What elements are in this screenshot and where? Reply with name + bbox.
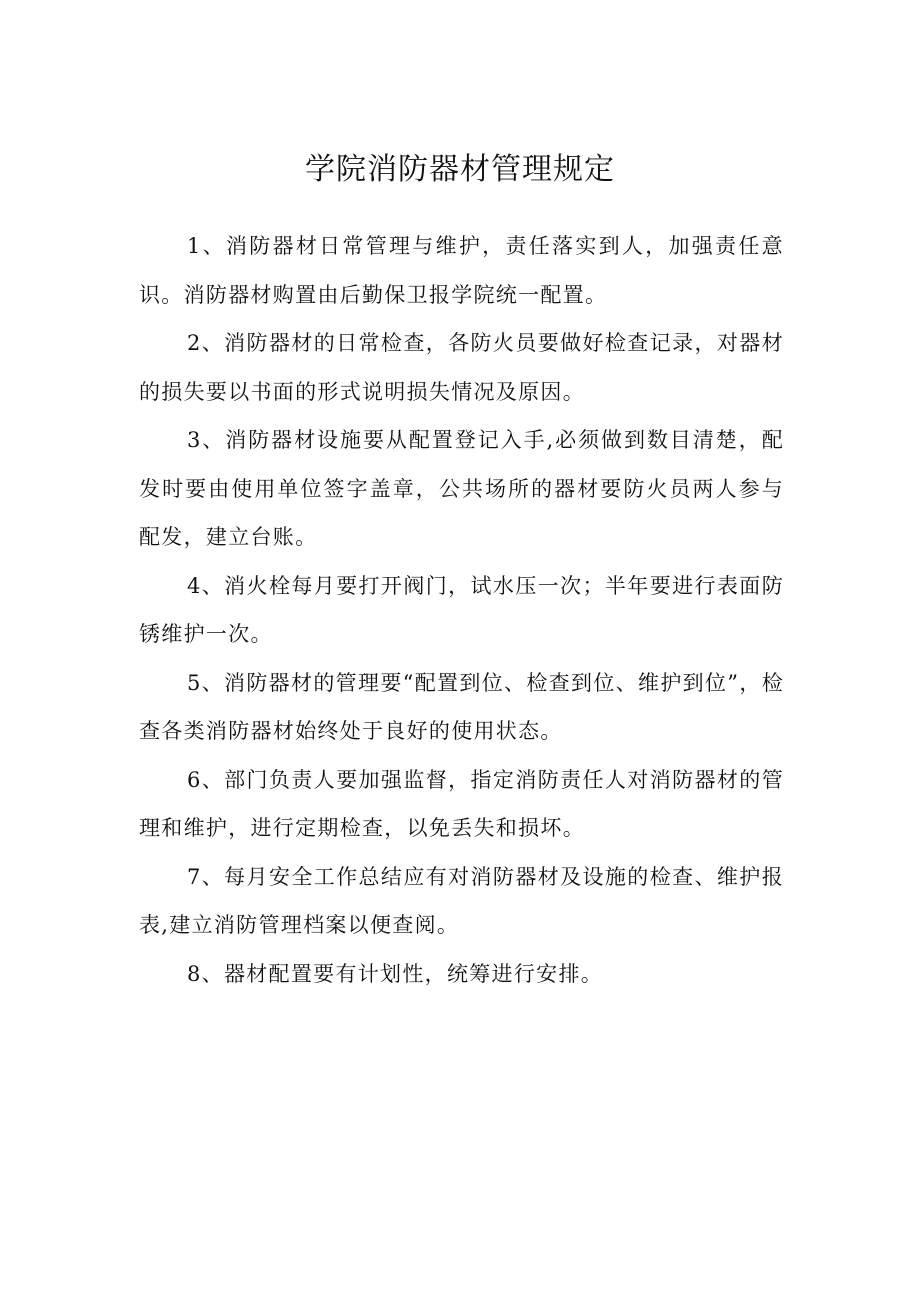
paragraph-4: 4、消火栓每月要打开阀门，试水压一次；半年要进行表面防锈维护一次。	[139, 573, 784, 646]
paragraph-8: 8、器材配置要有计划性，统筹进行安排。	[187, 961, 604, 986]
paragraph-7: 7、每月安全工作总结应有对消防器材及设施的检查、维护报表,建立消防管理档案以便查阅。	[139, 864, 784, 937]
paragraph-6: 6、部门负责人要加强监督，指定消防责任人对消防器材的管理和维护，进行定期检查，以免丢失和损坏。	[139, 767, 784, 840]
document-title: 学院消防器材管理规定	[305, 152, 615, 187]
document-body	[139, 222, 784, 998]
paragraph-5: 5、消防器材的管理要“配置到位、检查到位、维护到位”，检查各类消防器材始终处于良好的使用状态。	[139, 670, 784, 743]
paragraph-3: 3、消防器材设施要从配置登记入手,必须做到数目清楚，配发时要由使用单位签字盖章，公共场所的器材要防火员两人参与配发，建立台账。	[139, 428, 784, 549]
paragraph-2: 2、消防器材的日常检查，各防火员要做好检查记录，对器材的损失要以书面的形式说明损失情况及原因。	[139, 331, 784, 404]
paragraph-1: 1、消防器材日常管理与维护，责任落实到人，加强责任意识。消防器材购置由后勤保卫报学院统一配置。	[139, 234, 784, 307]
